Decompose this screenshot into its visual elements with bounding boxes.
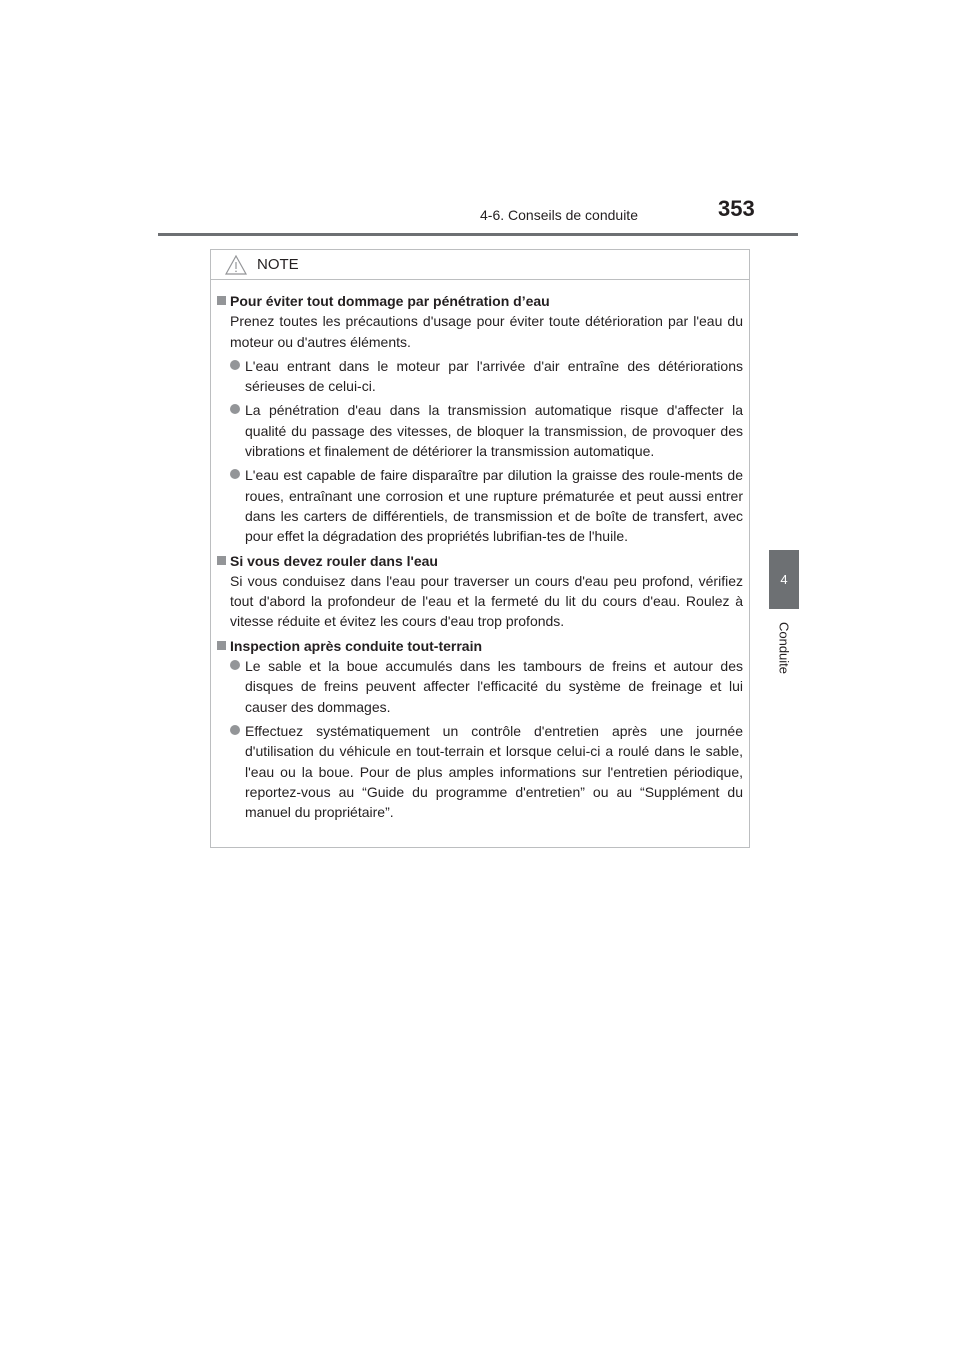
section-text: Prenez toutes les précautions d'usage pour éviter toute détérioration par l'eau du moteur ou d'autres éléments.: [230, 313, 743, 350]
chapter-section-title: 4-6. Conseils de conduite: [480, 207, 638, 223]
square-bullet-icon: [217, 641, 226, 650]
chapter-number: 4: [780, 572, 788, 587]
note-box: [210, 249, 750, 848]
square-bullet-icon: [217, 296, 226, 305]
header-divider: [158, 233, 798, 236]
circle-bullet-icon: [230, 725, 240, 735]
square-bullet-icon: [217, 556, 226, 565]
bullet-item: Effectuez systématiquement un contrôle d'entretien après une journée d'utilisation du véhicule en tout-terrain et lorsque celui-ci a roulé dans le sable, l'eau ou la boue. Pour de plus amples informations sur l'entretien périodique, reportez-vous au “Guide du programme d'entretien” ou au “Supplément du manuel du propriétaire”.: [217, 721, 743, 822]
circle-bullet-icon: [230, 469, 240, 479]
page-number: 353: [718, 196, 755, 221]
circle-bullet-icon: [230, 360, 240, 370]
chapter-tab: [769, 550, 799, 609]
warning-triangle-icon: [225, 255, 247, 275]
chapter-label: Conduite: [776, 621, 792, 675]
note-body: [211, 280, 749, 822]
note-title: NOTE: [257, 256, 299, 273]
bullet-item: La pénétration d'eau dans la transmission automatique risque d'affecter la qualité du passage des vitesses, de bloquer la transmission, de provoquer des vibrations et finalement de détériorer la transmission automatique.: [217, 400, 743, 461]
note-header: [211, 250, 749, 280]
circle-bullet-icon: [230, 404, 240, 414]
section-text: Si vous conduisez dans l'eau pour traverser un cours d'eau peu profond, vérifiez tout d'abord la profondeur de l'eau et la fermeté du lit du cours d'eau. Roulez à vitesse réduite et évitez les cours d'eau trop profonds.: [230, 572, 743, 630]
section-title: Pour éviter tout dommage par pénétration d’eau: [217, 291, 743, 311]
bullet-item: L'eau entrant dans le moteur par l'arrivée d'air entraîne des détériorations sérieuses de celui-ci.: [217, 356, 743, 397]
section-title: Inspection après conduite tout-terrain: [217, 636, 743, 656]
bullet-item: Le sable et la boue accumulés dans les tambours de freins et autour des disques de freins peuvent affecter l'efficacité du système de freinage et lui causer des dommages.: [217, 656, 743, 717]
bullet-item: L'eau est capable de faire disparaître par dilution la graisse des roule-ments de roues, entraînant une corrosion et une rupture prématurée et peut aussi entrer dans les carters de différentiels, de transmission et de boîte de transfert, avec pour effet la dégradation des propriétés lubrifian-tes de l'huile.: [217, 465, 743, 546]
section-title: Si vous devez rouler dans l'eau: [217, 551, 743, 571]
circle-bullet-icon: [230, 660, 240, 670]
